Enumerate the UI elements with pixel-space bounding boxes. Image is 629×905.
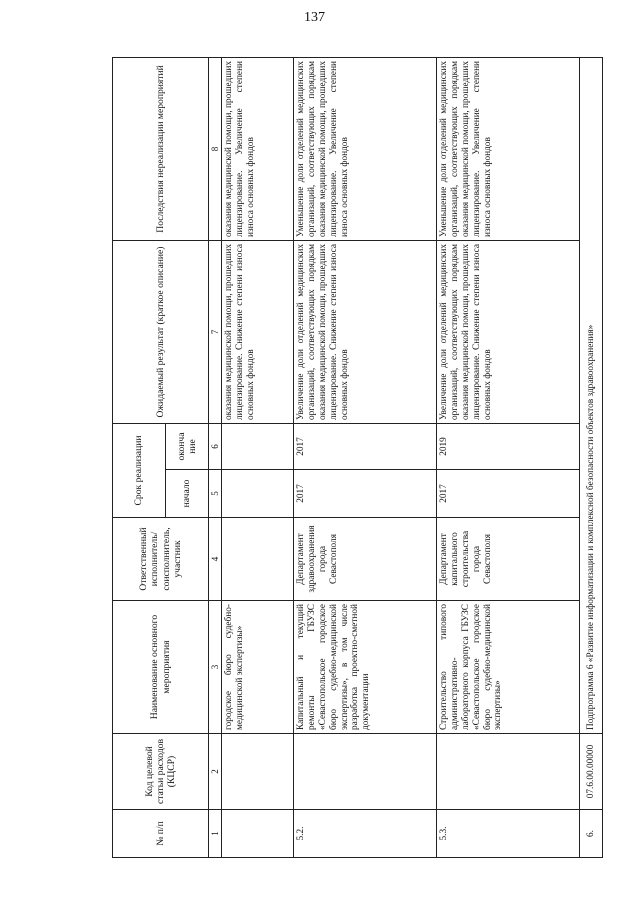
row-code: [222, 734, 294, 810]
col-number: 4: [209, 518, 222, 601]
col-number: 5: [209, 470, 222, 518]
row-code: [294, 734, 437, 810]
row-consequence: Уменьшение доли отделений медицинских организаций, соответствующих порядкам оказания медицинской помощи, прошедших лицензирование. Увеличение степени износа основных фондов: [437, 57, 580, 240]
header-expected: Ожидаемый результат (краткое описание): [113, 240, 209, 423]
row-consequence: оказания медицинской помощи, прошедших лицензирование. Увеличение степени износа основных фондов: [222, 57, 294, 240]
subprogram-code: 07.6.00.00000: [580, 734, 603, 810]
subprogram-row: [580, 57, 603, 857]
activities-table: [112, 57, 603, 858]
table-row: [294, 57, 437, 857]
row-code: [437, 734, 580, 810]
row-name: городское бюро судебно-медицинской экспертизы»: [222, 601, 294, 734]
row-name: Капитальный и текущий ремонты ГБУЗС «Севастопольское городское бюро судебно-медицинской экспертизы», в том числе разработка проектно-сметной документации: [294, 601, 437, 734]
row-expected: Увеличение доли отделений медицинских организаций, соответствующих порядкам оказания медицинской помощи, прошедших лицензирование. Снижение степени износа основных фондов: [437, 240, 580, 423]
row-end: 2017: [294, 423, 437, 469]
header-consequence: Последствия нереализации мероприятий: [113, 57, 209, 240]
row-executor: Департамент здравоохранения города Севастополя: [294, 518, 437, 601]
column-numbers-row: [209, 57, 222, 857]
subprogram-title: Подпрограмма 6 «Развитие информатизации и комплексной безопасности объектов здравоохранения»: [580, 57, 603, 733]
col-number: 6: [209, 423, 222, 469]
header-name: Наименование основного мероприятия: [113, 601, 209, 734]
table-row: [222, 57, 294, 857]
row-expected: Увеличение доли отделений медицинских организаций, соответствующих порядкам оказания медицинской помощи, прошедших лицензирование. Снижение степени износа основных фондов: [294, 240, 437, 423]
table-row: [437, 57, 580, 857]
row-start: [222, 470, 294, 518]
header-start: начало: [166, 470, 209, 518]
col-number: 3: [209, 601, 222, 734]
row-start: 2017: [437, 470, 580, 518]
header-code: Код целевой статьи расходов (КЦСР): [113, 734, 209, 810]
page-number: 137: [304, 10, 325, 25]
row-num: 5.3.: [437, 810, 580, 858]
header-end: оконча ние: [166, 423, 209, 469]
col-number: 1: [209, 810, 222, 858]
header-row: [113, 57, 166, 857]
row-name: Строительство типового административно-лабораторного корпуса ГБУЗС «Севастопольское городское бюро судебно-медицинской экспертизы»: [437, 601, 580, 734]
row-executor: Департамент капитального строительства города Севастополя: [437, 518, 580, 601]
header-executor: Ответственный исполнитель/ соисполнитель, участник: [113, 518, 209, 601]
header-period: Срок реализации: [113, 423, 166, 517]
row-start: 2017: [294, 470, 437, 518]
row-num: 5.2.: [294, 810, 437, 858]
row-end: [222, 423, 294, 469]
rotated-table-wrapper: [112, 58, 608, 858]
col-number: 8: [209, 57, 222, 240]
row-num: [222, 810, 294, 858]
col-number: 2: [209, 734, 222, 810]
header-num: № п/п: [113, 810, 209, 858]
row-end: 2019: [437, 423, 580, 469]
row-executor: [222, 518, 294, 601]
row-consequence: Уменьшение доли отделений медицинских организаций, соответствующих порядкам оказания медицинской помощи, прошедших лицензирование. Увеличение степени износа основных фондов: [294, 57, 437, 240]
row-expected: оказания медицинской помощи, прошедших лицензирование. Снижение степени износа основных фондов: [222, 240, 294, 423]
subprogram-num: 6.: [580, 810, 603, 858]
col-number: 7: [209, 240, 222, 423]
